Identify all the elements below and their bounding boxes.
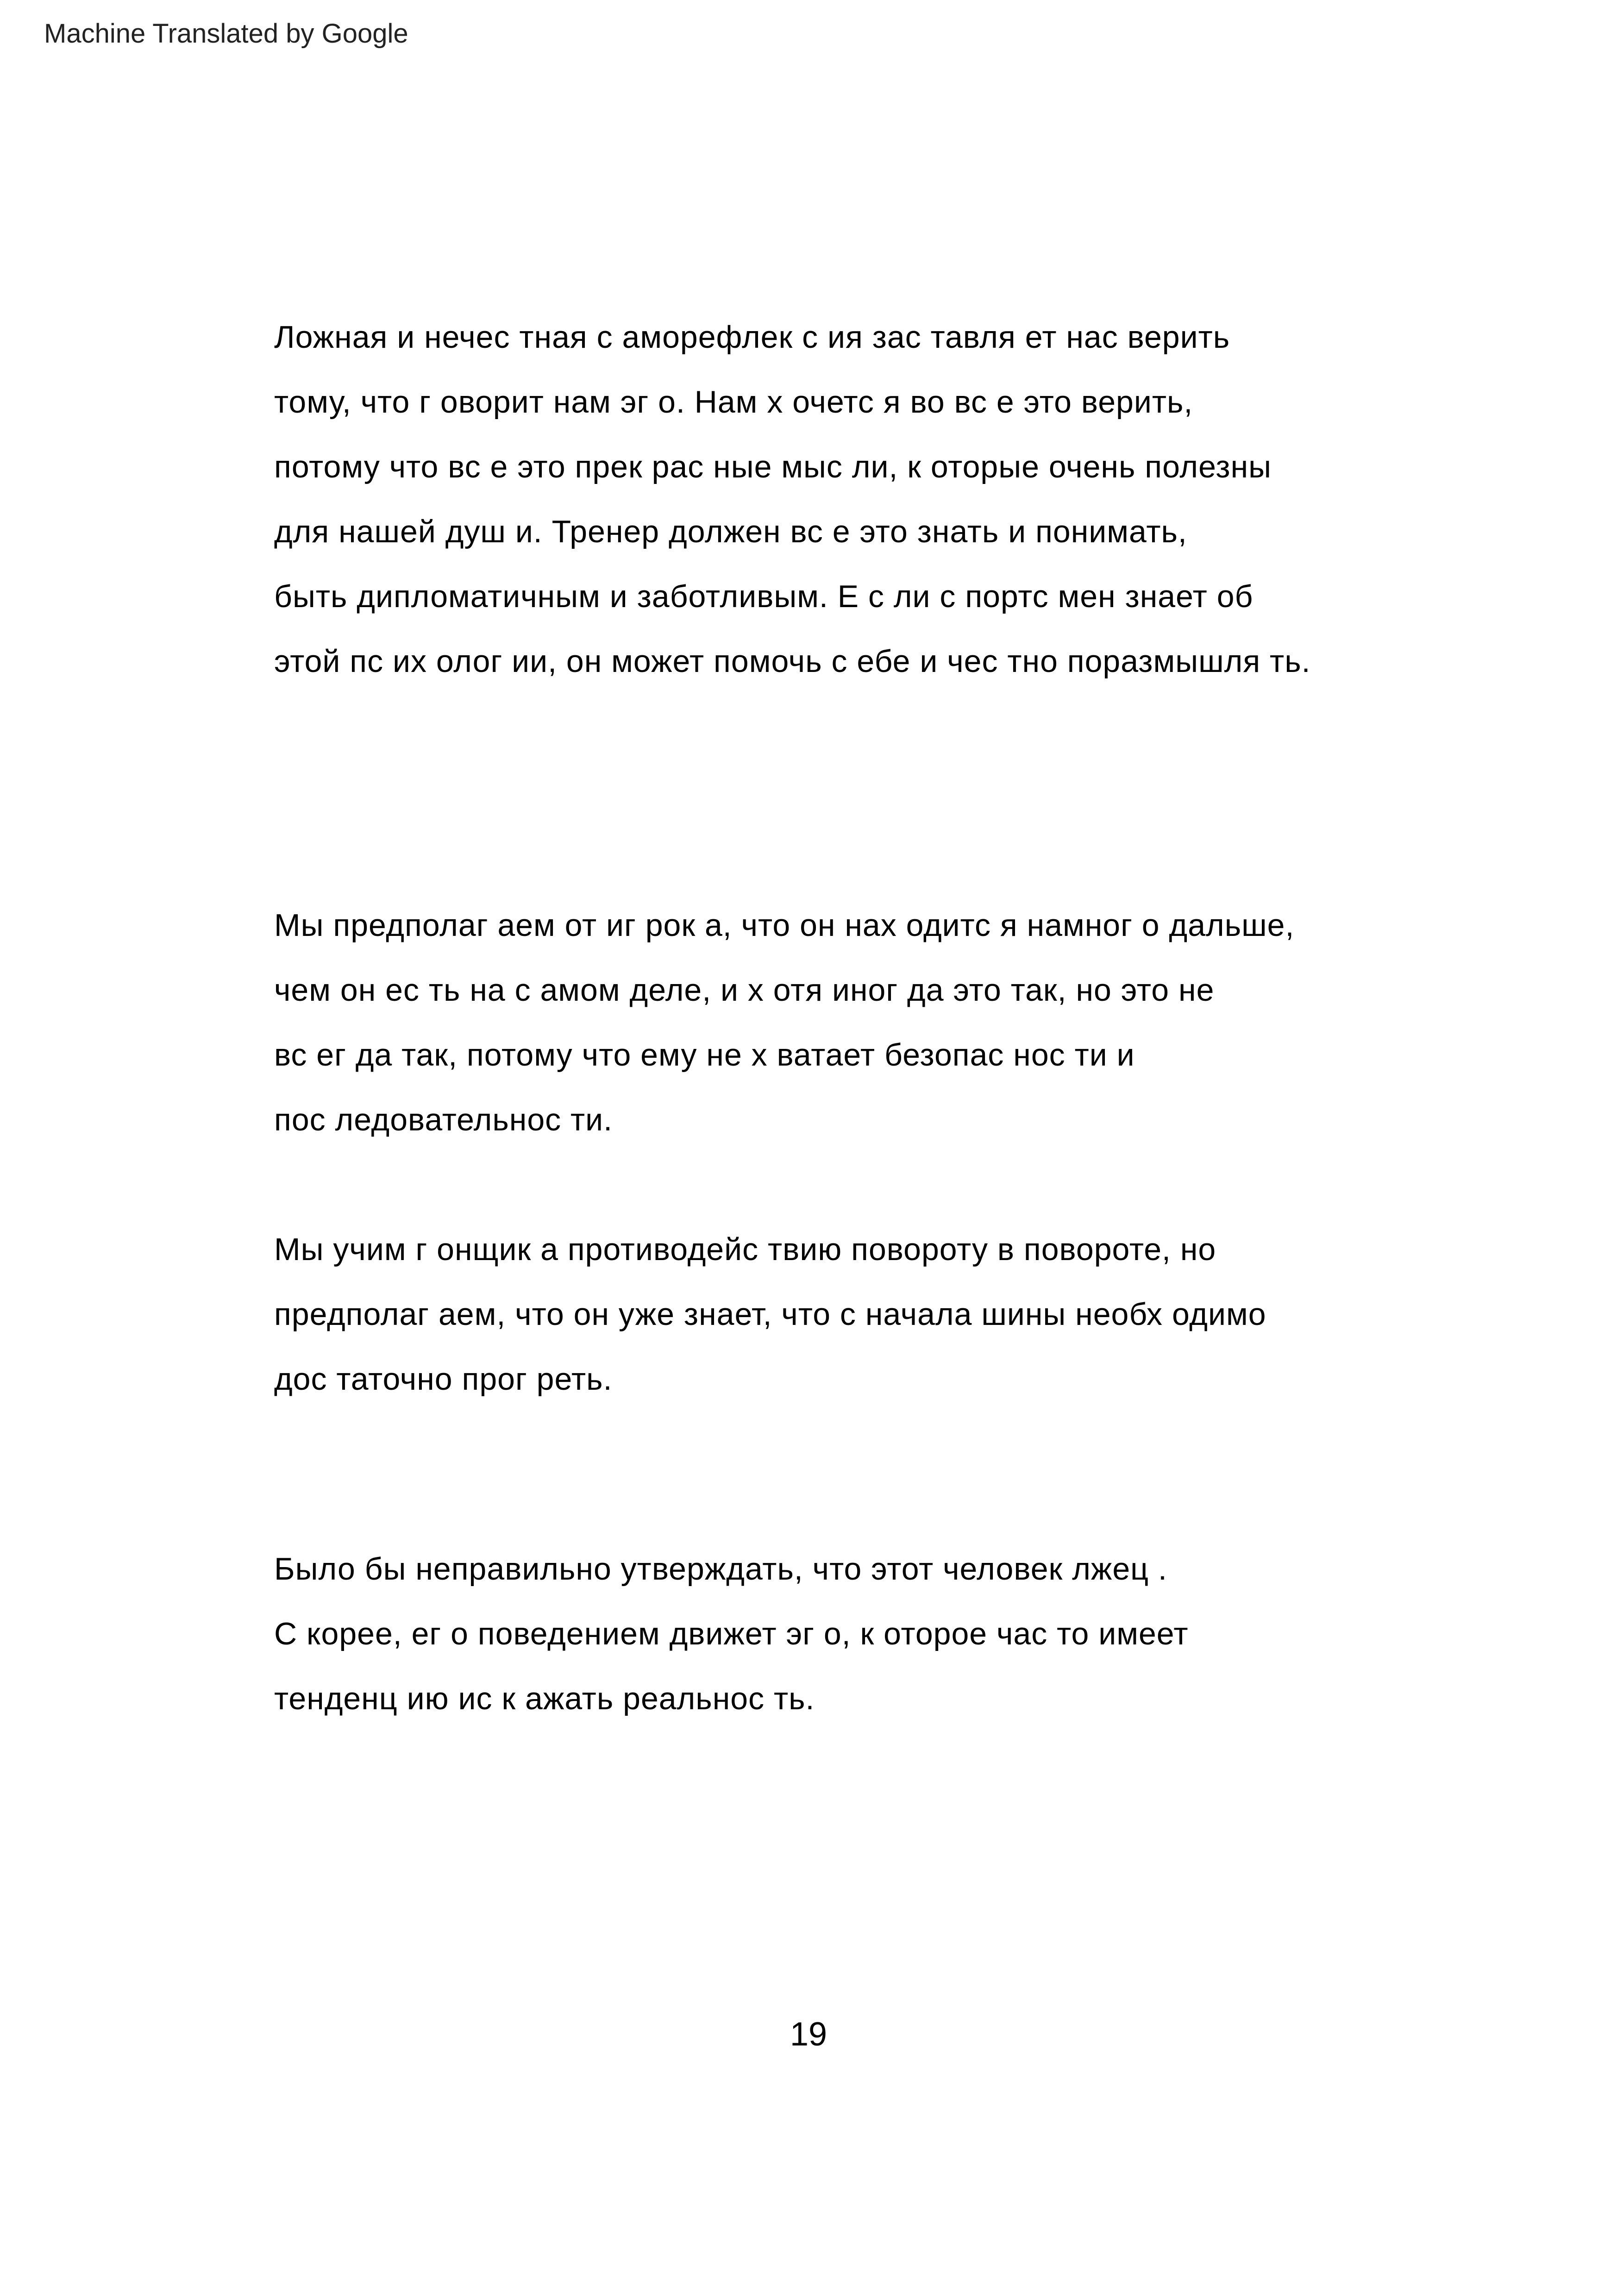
paragraph-line: чем он ес ть на с амом деле, и х отя иног да это так, но это не [274,972,1215,1008]
paragraph-line: С корее, ег о поведением движет эг о, к оторое час то имеет [274,1616,1189,1651]
paragraph-line: Было бы неправильно утверждать, что этот человек лжец . [274,1551,1167,1587]
paragraph-line: тому, что г оворит нам эг о. Нам х очетс я во вс е это верить, [274,384,1193,420]
paragraph-line: Мы учим г онщик а противодейс твию повороту в повороте, но [274,1232,1216,1267]
page-number: 19 [790,2016,827,2053]
paragraph-line: для нашей душ и. Тренер должен вс е это знать и понимать, [274,514,1187,549]
paragraph-line: Ложная и нечес тная с аморефлек с ия зас тавля ет нас верить [274,320,1230,355]
paragraph-1 [274,305,1432,694]
paragraph-3 [274,1217,1432,1411]
paragraph-line: дос таточно прог реть. [274,1361,613,1397]
machine-translation-watermark: Machine Translated by Google [44,19,408,49]
paragraph-line: этой пс их олог ии, он может помочь с ебе и чес тно поразмышля ть. [274,644,1311,679]
paragraph-line: Мы предполаг аем от иг рок а, что он нах одитс я намног о дальше, [274,908,1295,943]
paragraph-line: потому что вс е это прек рас ные мыс ли, к оторые очень полезны [274,449,1272,484]
paragraph-line: предполаг аем, что он уже знает, что с начала шины необх одимо [274,1297,1266,1332]
paragraph-line: быть дипломатичным и заботливым. Е с ли с портс мен знает об [274,579,1253,614]
paragraph-4 [274,1537,1432,1731]
paragraph-line: пос ледовательнос ти. [274,1102,613,1137]
paragraph-2 [274,893,1432,1152]
paragraph-line: вс ег да так, потому что ему не х ватает безопас нос ти и [274,1037,1135,1073]
paragraph-line: тенденц ию ис к ажать реальнос ть. [274,1681,815,1716]
